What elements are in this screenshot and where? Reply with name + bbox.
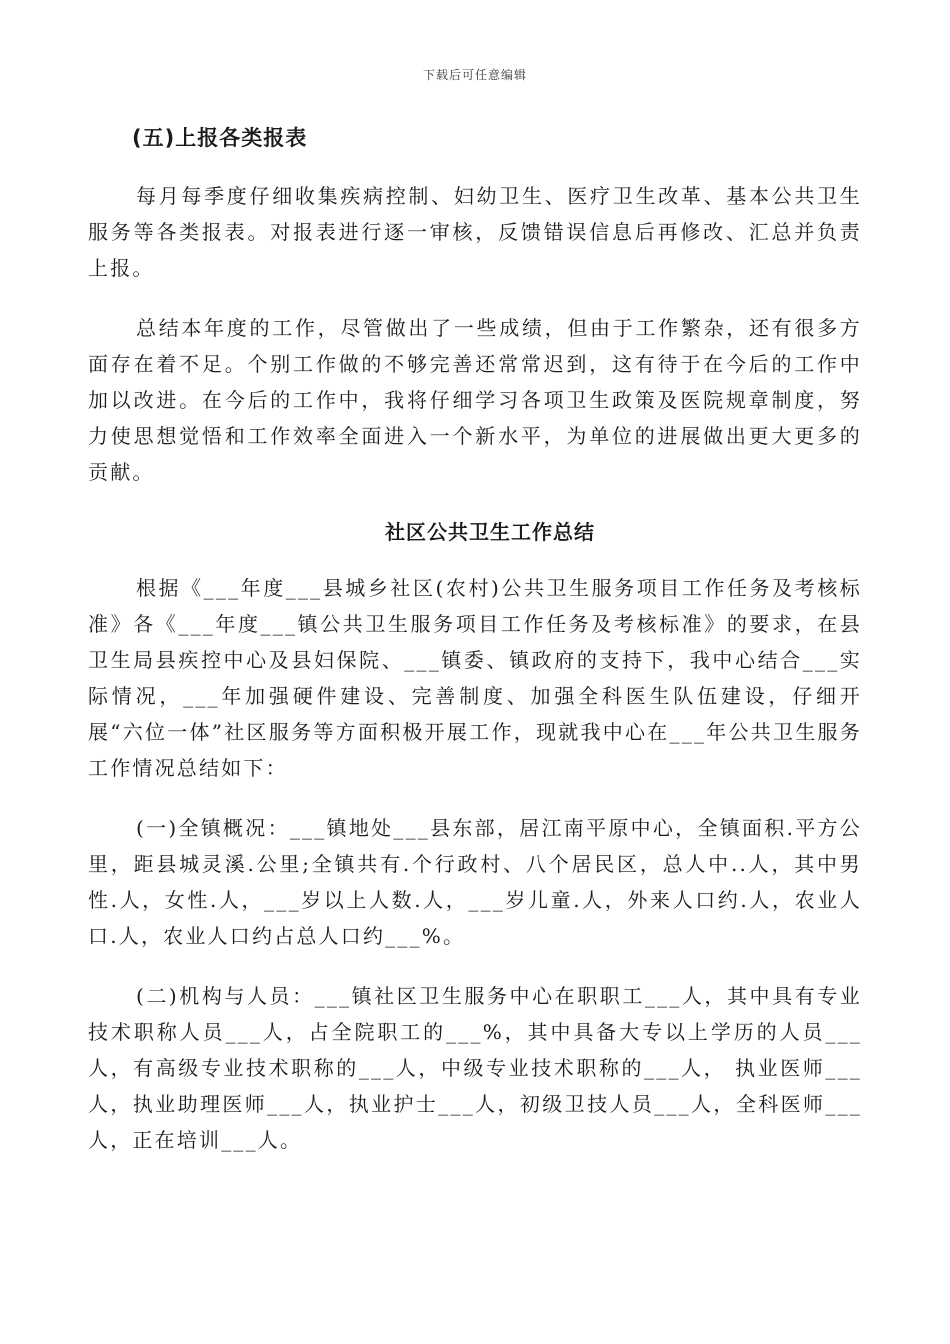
paragraph-intro: 根据《___年度___县城乡社区(农村)公共卫生服务项目工作任务及考核标准》各《___年度___镇公共卫生服务项目工作任务及考核标准》的要求，在县卫生局县疾控中心及县妇保院、___镇委、镇政府的支持下，我中心结合___实际情况，___年加强硬件建设、完善制度、加强全科医生队伍建设，仔细开展“六位一体”社区服务等方面积极开展工作，现就我中心在___年公共卫生服务工作情况总结如下：	[88, 576, 862, 780]
document-body	[88, 120, 862, 1182]
paragraph-reports: 每月每季度仔细收集疾病控制、妇幼卫生、医疗卫生改革、基本公共卫生服务等各类报表。对报表进行逐一审核，反馈错误信息后再修改、汇总并负责上报。	[88, 184, 862, 280]
section-title: 社区公共卫生工作总结	[385, 520, 595, 544]
page-header-note: 下载后可任意编辑	[422, 68, 527, 82]
paragraph-summary: 总结本年度的工作，尽管做出了一些成绩，但由于工作繁杂，还有很多方面存在着不足。个别工作做的不够完善还常常迟到，这有待于在今后的工作中加以改进。在今后的工作中，我将仔细学习各项卫生政策及医院规章制度，努力使思想觉悟和工作效率全面进入一个新水平，为单位的进展做出更大更多的贡献。	[88, 316, 862, 484]
paragraph-town-overview: (一)全镇概况：___镇地处___县东部，居江南平原中心，全镇面积.平方公里，距县城灵溪.公里;全镇共有.个行政村、八个居民区，总人中..人，其中男性.人，女性.人，___岁以上人数.人，___岁儿童.人，外来人口约.人，农业人口.人，农业人口约占总人口约___%。	[88, 816, 862, 948]
subsection-heading: (五)上报各类报表	[132, 126, 308, 150]
paragraph-staff: (二)机构与人员：___镇社区卫生服务中心在职职工___人，其中具有专业技术职称人员___人，占全院职工的___%，其中具备大专以上学历的人员___人，有高级专业技术职称的___人，中级专业技术职称的___人， 执业医师___人，执业助理医师___人，执业护士___人，初级卫技人员___人，全科医师___人，正在培训___人。	[88, 984, 862, 1152]
